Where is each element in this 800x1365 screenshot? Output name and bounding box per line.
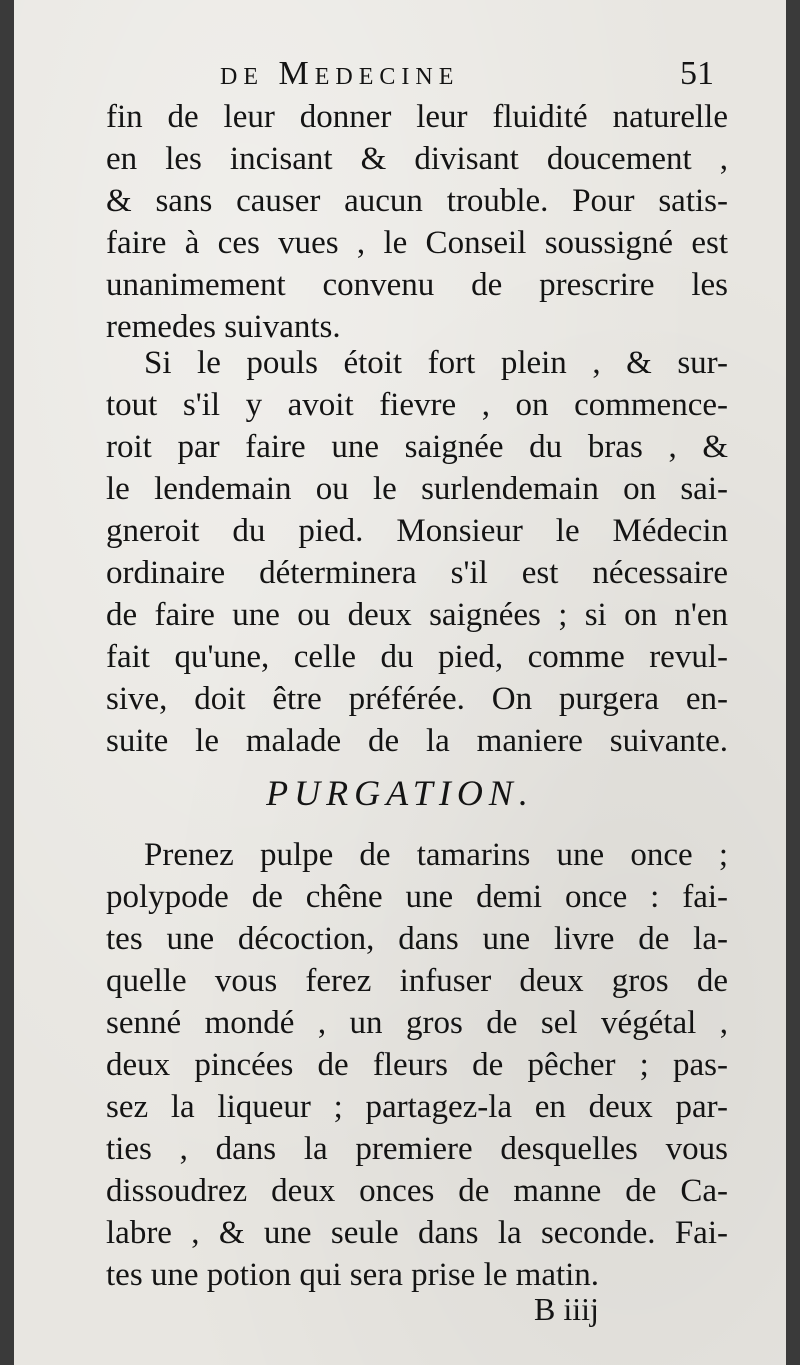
text-line: faire à ces vues , le Conseil soussigné est — [106, 225, 728, 261]
text-line: sez la liqueur ; partagez-la en deux par- — [106, 1089, 728, 1125]
text-line: labre , & une seule dans la seconde. Fai- — [106, 1215, 728, 1251]
text-line: Si le pouls étoit fort plein , & sur- — [144, 345, 728, 381]
book-page — [14, 0, 786, 1365]
text-line: le lendemain ou le surlendemain on sai- — [106, 471, 728, 507]
paragraph-bleeding — [106, 342, 728, 762]
text-line: suite le malade de la maniere suivante. — [106, 723, 728, 759]
text-line: ties , dans la premiere desquelles vous — [106, 1131, 728, 1167]
paragraph-purgation — [106, 834, 728, 1296]
text-line: dissoudrez deux onces de manne de Ca- — [106, 1173, 728, 1209]
paragraph-continuation — [106, 96, 728, 348]
text-line: gneroit du pied. Monsieur le Médecin — [106, 513, 728, 549]
text-line: senné mondé , un gros de sel végétal , — [106, 1005, 728, 1041]
text-line: de faire une ou deux saignées ; si on n'en — [106, 597, 728, 633]
text-line: polypode de chêne une demi once : fai- — [106, 879, 728, 915]
text-line: Prenez pulpe de tamarins une once ; — [144, 837, 728, 873]
text-line: tes une potion qui sera prise le matin. — [106, 1257, 600, 1293]
text-line: unanimement convenu de prescrire les — [106, 267, 728, 303]
text-line: fait qu'une, celle du pied, comme revul- — [106, 639, 728, 675]
text-line: sive, doit être préférée. On purgera en- — [106, 681, 728, 717]
text-line: roit par faire une saignée du bras , & — [106, 429, 728, 465]
signature-mark: B iiij — [534, 1291, 599, 1327]
text-line: fin de leur donner leur fluidité naturelle — [106, 99, 728, 135]
text-line: & sans causer aucun trouble. Pour satis- — [106, 183, 728, 219]
text-line: ordinaire déterminera s'il est nécessaire — [106, 555, 728, 591]
section-heading: PURGATION. — [266, 773, 534, 813]
text-line: en les incisant & divisant doucement , — [106, 141, 728, 177]
text-line: tout s'il y avoit fievre , on commence- — [106, 387, 728, 423]
text-line: deux pincées de fleurs de pêcher ; pas- — [106, 1047, 728, 1083]
scan-edge-left — [0, 0, 14, 1365]
running-head-title: de Medecine — [220, 55, 460, 92]
text-line: quelle vous ferez infuser deux gros de — [106, 963, 728, 999]
text-line: tes une décoction, dans une livre de la- — [106, 921, 728, 957]
scan-edge-right — [786, 0, 800, 1365]
text-line: remedes suivants. — [106, 309, 341, 345]
running-head — [14, 52, 786, 96]
page-number: 51 — [680, 55, 714, 92]
